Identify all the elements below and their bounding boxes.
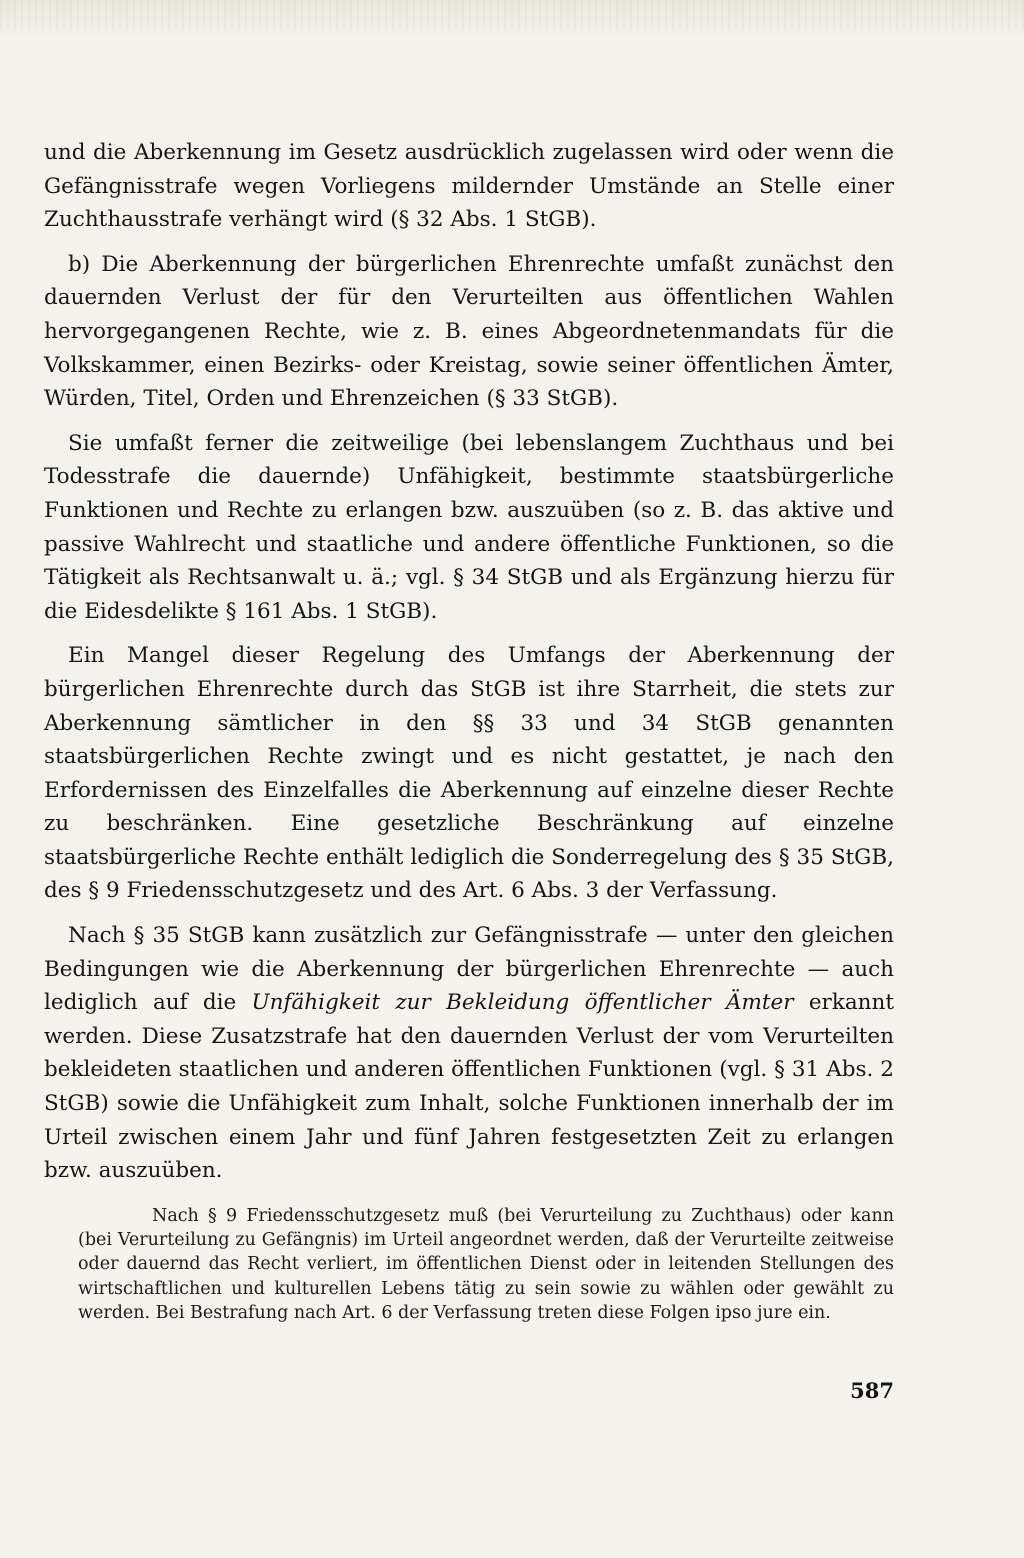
page-body <box>44 136 894 1325</box>
paragraph-deficiency: Ein Mangel dieser Regelung des Umfangs der Aberkennung der bürgerlichen Ehrenrechte durch das StGB ist ihre Starrheit, die stets zur Aberkennung sämtlicher in den §§ 33 und 34 StGB genannten staatsbürgerlichen Rechte zwingt und es nicht gestattet, je nach den Erfordernissen des Einzelfalles die Aberkennung auf einzelne dieser Rechte zu beschränken. Eine gesetzliche Beschränkung auf einzelne staatsbürgerliche Rechte enthält lediglich die Sonderregelung des § 35 StGB, des § 9 Friedensschutzgesetz und des Art. 6 Abs. 3 der Verfassung. <box>44 643 894 904</box>
emphasized-term: Unfähigkeit zur Bekleidung öffentlicher Ämter <box>251 990 794 1016</box>
paragraph-scope: Sie umfaßt ferner die zeitweilige (bei lebenslangem Zuchthaus und bei Todesstrafe die dauernde) Unfähigkeit, bestimmte staatsbürgerliche Funktionen und Rechte zu erlangen bzw. auszuüben (so z. B. das aktive und passive Wahlrecht und staatliche und andere öffentliche Funktionen, so die Tätigkeit als Rechtsanwalt u. ä.; vgl. § 34 StGB und als Ergänzung hierzu für die Eidesdelikte § 161 Abs. 1 StGB). <box>44 430 894 624</box>
footnote-small-print: Nach § 9 Friedensschutzgesetz muß (bei Verurteilung zu Zuchthaus) oder kann (bei Verurteilung zu Gefängnis) im Urteil angeordnet werden, daß der Verurteilte zeitweise oder dauernd das Recht verliert, im öffentlichen Dienst oder in leitenden Stellungen des wirtschaftlichen und kulturellen Lebens tätig zu sein sowie zu wählen oder gewählt zu werden. Bei Bestrafung nach Art. 6 der Verfassung treten diese Folgen ipso jure ein. <box>78 1205 894 1323</box>
page-number: 587 <box>850 1378 894 1403</box>
scan-edge <box>0 0 1024 30</box>
paragraph-section-35-start: Nach § 35 StGB kann zusätzlich zur Gefängnisstrafe — unter den gleichen Bedingungen wie die Aberkennung der bürgerlichen Ehrenrechte — auch lediglich auf die <box>44 923 894 1016</box>
paragraph-section-35 <box>44 919 894 1188</box>
paragraph-continuation: und die Aberkennung im Gesetz ausdrücklich zugelassen wird oder wenn die Gefängnisstrafe wegen Vorliegens mildernder Umstände an Stelle einer Zuchthausstrafe verhängt wird (§ 32 Abs. 1 StGB). <box>44 140 894 233</box>
paragraph-b: b) Die Aberkennung der bürgerlichen Ehrenrechte umfaßt zunächst den dauernden Verlust der für den Verurteilten aus öffentlichen Wahlen hervorgegangenen Rechte, wie z. B. eines Abgeordnetenmandats für die Volkskammer, einen Bezirks- oder Kreistag, sowie seiner öffentlichen Ämter, Würden, Titel, Orden und Ehrenzeichen (§ 33 StGB). <box>44 251 894 412</box>
paragraph-section-35-end: erkannt werden. Diese Zusatzstrafe hat den dauernden Verlust der vom Verurteilten bekleideten staatlichen und anderen öffentlichen Funktionen (vgl. § 31 Abs. 2 StGB) sowie die Unfähigkeit zum Inhalt, solche Funktionen innerhalb der im Urteil zwischen einem Jahr und fünf Jahren festgesetzten Zeit zu erlangen bzw. auszuüben. <box>44 990 894 1184</box>
